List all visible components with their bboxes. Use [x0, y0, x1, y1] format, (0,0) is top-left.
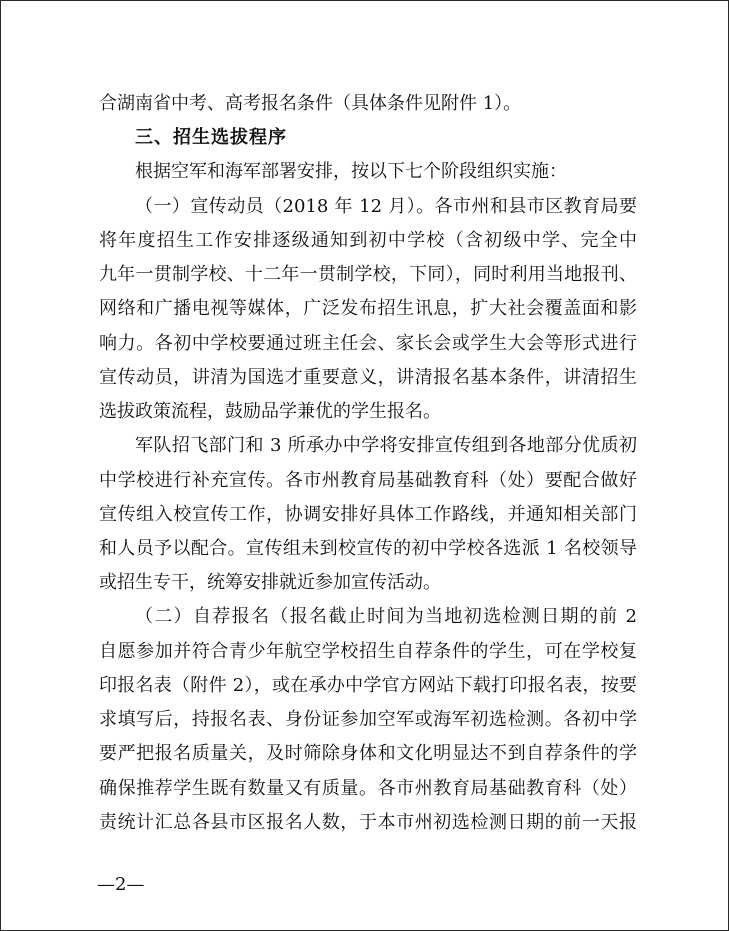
body-line: （二）自荐报名（报名截止时间为当地初选检测日期的前 2 [135, 606, 637, 627]
page-number: —2— [97, 874, 145, 895]
body-line: 选拔政策流程，鼓励品学兼优的学生报名。 [99, 401, 441, 422]
body-line: 根据空军和海军部署安排，按以下七个阶段组织实施： [135, 161, 567, 182]
body-line: 网络和广播电视等媒体，广泛发布招生讯息，扩大社会覆盖面和影 [99, 298, 637, 319]
body-line: 和人员予以配合。宣传组未到校宣传的初中学校各选派 1 名校领导 [99, 538, 637, 559]
body-line: 责统计汇总各县市区报名人数，于本市州初选检测日期的前一天报 [99, 812, 637, 833]
body-line: 将年度招生工作安排逐级通知到初中学校（含初级中学、完全中 [99, 230, 637, 251]
body-line: 求填写后，持报名表、身份证参加空军或海军初选检测。各初中学 [99, 709, 637, 730]
body-line: 九年一贯制学校、十二年一贯制学校，下同），同时利用当地报刊、 [99, 264, 637, 285]
body-line: 军队招飞部门和 3 所承办中学将安排宣传组到各地部分优质初 [135, 435, 637, 456]
section-heading: 三、招生选拔程序 [135, 127, 287, 148]
body-line: 要严把报名质量关，及时筛除身体和文化明显达不到自荐条件的学 [99, 743, 637, 764]
body-line: （一）宣传动员（2018 年 12 月）。各市州和县市区教育局要 [135, 196, 637, 217]
body-line: 确保推荐学生既有数量又有质量。各市州教育局基础教育科（处） [99, 778, 637, 799]
body-line: 印报名表（附件 2），或在承办中学官方网站下载打印报名表，按要 [99, 675, 637, 696]
body-line: 或招生专干，统筹安排就近参加宣传活动。 [99, 572, 441, 593]
body-line: 宣传动员，讲清为国选才重要意义，讲清报名基本条件，讲清招生 [99, 367, 637, 388]
body-line: 自愿参加并符合青少年航空学校招生自荐条件的学生，可在学校复 [99, 641, 637, 662]
body-line: 响力。各初中学校要通过班主任会、家长会或学生大会等形式进行 [99, 333, 637, 354]
body-line: 合湖南省中考、高考报名条件（具体条件见附件 1）。 [99, 93, 522, 114]
body-line: 中学校进行补充宣传。各市州教育局基础教育科（处）要配合做好 [99, 470, 637, 491]
body-line: 宣传组入校宣传工作，协调安排好具体工作路线，并通知相关部门 [99, 504, 637, 525]
